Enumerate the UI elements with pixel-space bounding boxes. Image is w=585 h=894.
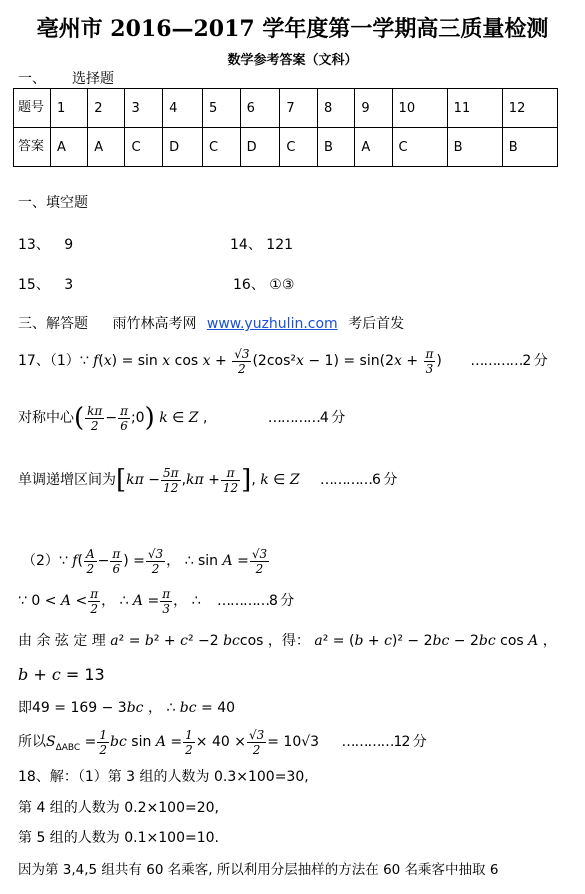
- table-cell: B: [447, 128, 502, 167]
- table-cell: A: [355, 128, 392, 167]
- fill-item-16: [233, 274, 294, 294]
- q17-sum-line: b + c = 13: [18, 665, 105, 684]
- table-cell: A: [88, 128, 125, 167]
- table-cell: 8: [318, 89, 355, 128]
- q18-line-1: 18、解：（1）第 3 组的人数为 0.3×100=30,: [18, 769, 309, 785]
- table-cell: 1: [51, 89, 88, 128]
- table-cell: B: [502, 128, 557, 167]
- table-cell: 12: [502, 89, 557, 128]
- score-mark: …………6 分: [320, 472, 397, 488]
- fraction: $\frac{\pi}{3}$: [425, 346, 434, 376]
- suoyi-label: 所以: [18, 734, 46, 750]
- q17-center-line: 对称中心( $\frac{k\pi}{2}$ − $\frac{\pi}{6}$ ;0) k ∈ Z , …………4 分: [18, 403, 345, 433]
- q17-part2-line: （2）∵ f( $\frac{A}{2}$ − $\frac{\pi}{6}$ ) = $\frac{√3}{2}$ ， ∴ sin A = $\frac{√3}{2}$: [22, 546, 268, 576]
- q17-mono-line: 单调递增区间为[kπ − $\frac{5\pi}{12}$ ,kπ + $\frac{\pi}{12}$ ], k ∈ Z …………6 分: [18, 465, 397, 495]
- score-mark: …………2 分: [470, 353, 547, 369]
- fill-item-answer: 9: [64, 237, 74, 253]
- table-cell: 2: [88, 89, 125, 128]
- table-cell: 3: [125, 89, 163, 128]
- cos-label: 由 余 弦 定 理: [18, 633, 106, 649]
- q17-cos-line: 由 余 弦 定 理 a² = b² + c² −2 bccos ，得： a² = (b + c)² − 2bc − 2bc cos A ，: [18, 633, 557, 649]
- source-text: 雨竹林高考网: [112, 316, 197, 332]
- table-cell: C: [202, 128, 240, 167]
- table-cell: 10: [392, 89, 447, 128]
- table-cell: 7: [280, 89, 318, 128]
- fill-item-number: 13、: [18, 237, 50, 253]
- section3-title: 三、解答题: [18, 316, 88, 332]
- fraction: $\frac{√3}{2}$: [234, 346, 250, 376]
- section3-header: [18, 313, 404, 333]
- row-header-number: 题号: [14, 89, 51, 128]
- source-link[interactable]: www.yuzhulin.com: [206, 316, 338, 332]
- fill-item-14: [230, 234, 293, 254]
- table-cell: 6: [240, 89, 280, 128]
- table-row-numbers: [14, 89, 558, 128]
- cos-get: 得：: [281, 633, 310, 649]
- table-cell: B: [318, 128, 355, 167]
- q17-part1-line: 17、（1）∵ f(x) = sin x cos x + $\frac{√3}{2}$ (2cos²x − 1) = sin(2x + $\frac{\pi}{3}$ ) …………2 分: [18, 346, 547, 376]
- part2-label: （2）∵: [22, 553, 68, 569]
- table-cell: D: [163, 128, 203, 167]
- table-cell: C: [280, 128, 318, 167]
- fill-item-answer: 121: [266, 237, 294, 253]
- fill-item-number: 16、: [233, 277, 265, 293]
- section1-title: 选择题: [72, 71, 114, 87]
- fill-item-answer: ①③: [269, 277, 295, 293]
- q18-line-2: 第 4 组的人数为 0.2×100=20,: [18, 800, 219, 816]
- q18-line-3: 第 5 组的人数为 0.1×100=10.: [18, 830, 219, 846]
- row-header-answer: 答案: [14, 128, 51, 167]
- score-mark: …………12 分: [341, 734, 426, 750]
- q17-angle-line: ∵ 0 < A < $\frac{\pi}{2}$ ， ∴ A = $\frac{\pi}{3}$ ， ∴ …………8 分: [18, 586, 294, 616]
- table-cell: C: [125, 128, 163, 167]
- q17-area-line: 所以$S_{\Delta ABC}$ = $\frac{1}{2}$ bc sin A = $\frac{1}{2}$ × 40 × $\frac{√3}{2}$ = 10√3 …………12 分: [18, 727, 426, 757]
- score-mark: …………8 分: [216, 593, 294, 609]
- table-cell: 4: [163, 89, 203, 128]
- page-title: 亳州市 2016—2017 学年度第一学期高三质量检测: [36, 16, 549, 42]
- q17-label: 17、（1）∵: [18, 353, 89, 369]
- fill-item-13: [18, 234, 73, 254]
- table-cell: A: [51, 128, 88, 167]
- section2-title: 一、填空题: [18, 195, 88, 211]
- page-subtitle: 数学参考答案（文科）: [227, 53, 358, 68]
- center-label: 对称中心: [18, 410, 74, 426]
- section1-number: 一、: [18, 71, 46, 87]
- source-tail: 考后首发: [348, 316, 405, 332]
- q18-line-4: 因为第 3,4,5 组共有 60 名乘客, 所以利用分层抽样的方法在 60 名乘客中抽取 6: [18, 862, 499, 878]
- table-cell: 11: [447, 89, 502, 128]
- table-cell: 9: [355, 89, 392, 128]
- fill-item-15: [18, 274, 73, 294]
- table-cell: C: [392, 128, 447, 167]
- table-cell: 5: [202, 89, 240, 128]
- q17-ji-line: 即49 = 169 − 3bc ， ∴ bc = 40: [18, 700, 236, 716]
- score-mark: …………4 分: [267, 410, 345, 426]
- fill-item-number: 14、: [230, 237, 262, 253]
- mono-label: 单调递增区间为: [18, 472, 116, 488]
- table-cell: D: [240, 128, 280, 167]
- ji-label: 即: [18, 700, 32, 716]
- answer-table: [13, 88, 558, 167]
- fill-item-number: 15、: [18, 277, 50, 293]
- table-row-answers: [14, 128, 558, 167]
- fill-item-answer: 3: [64, 277, 74, 293]
